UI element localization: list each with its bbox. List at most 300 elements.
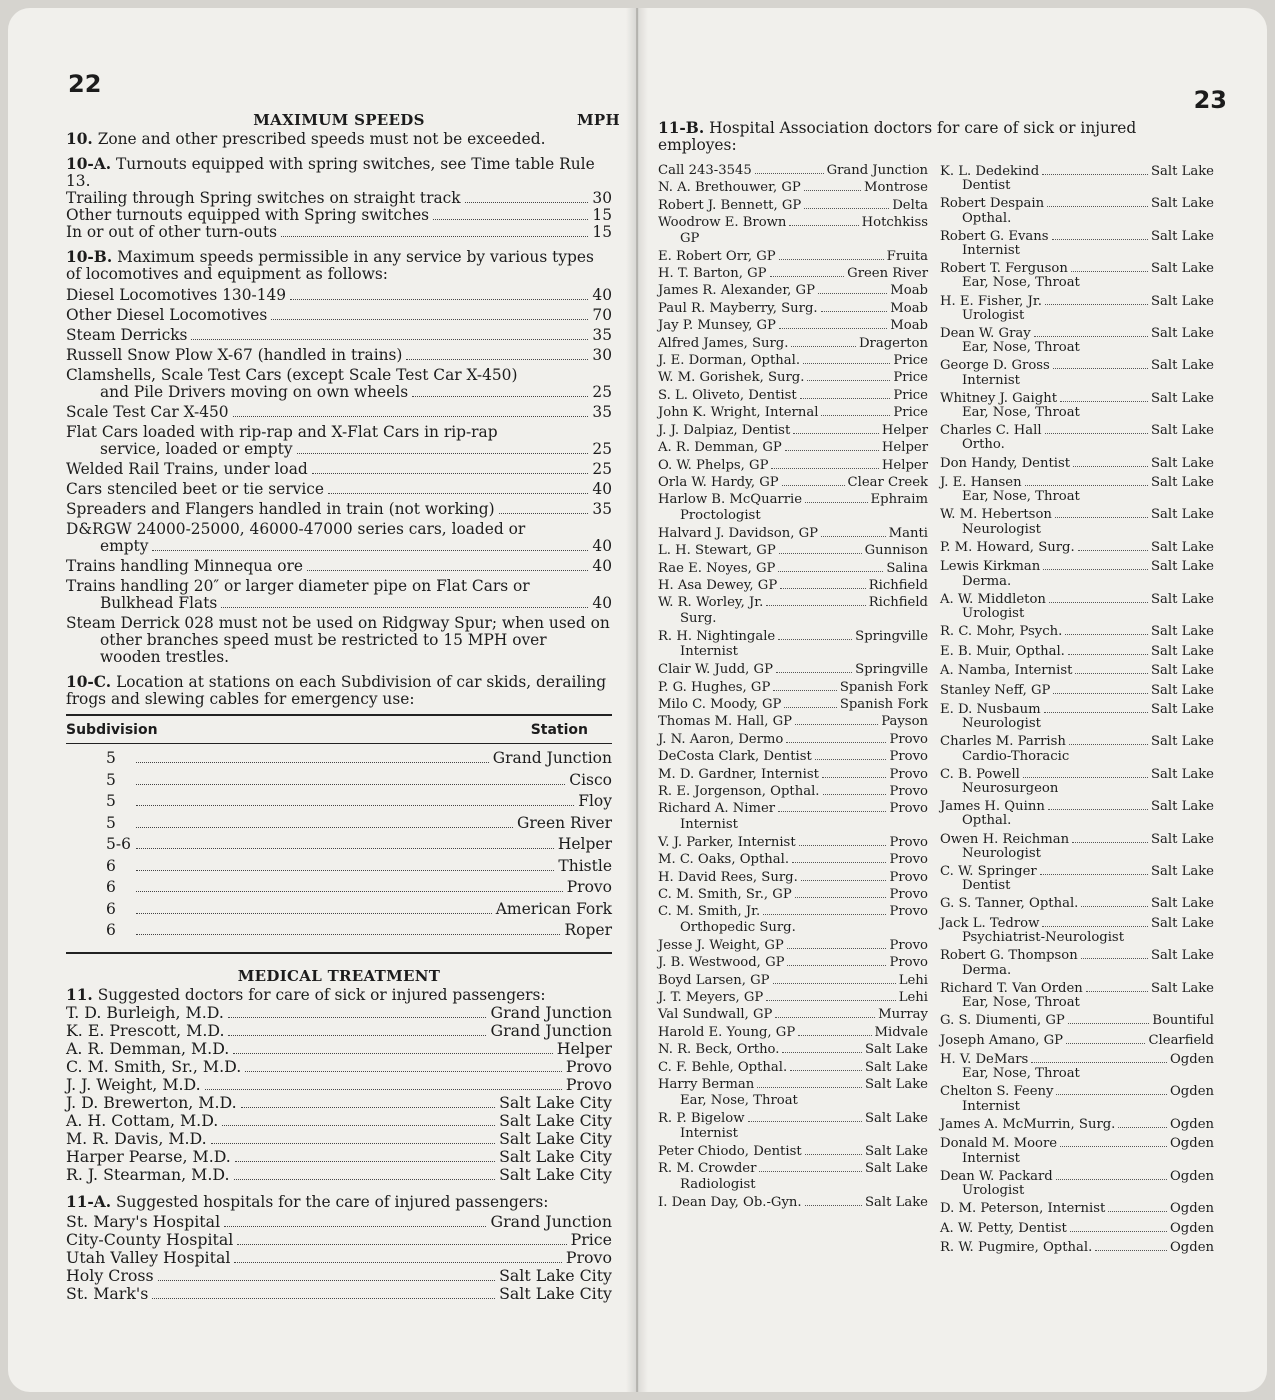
doctor-specialty: Opthal. xyxy=(962,813,1012,829)
doctor-specialty: Urologist xyxy=(962,605,1025,621)
station-cell: Cisco xyxy=(569,770,612,789)
dot-leader xyxy=(1070,1231,1167,1232)
doctor-entry-label: R. J. Stearman, M.D. xyxy=(66,1164,230,1184)
subdivision-cell: 5 xyxy=(106,770,116,789)
station-cell: Roper xyxy=(564,921,612,939)
doctor-name: E. Robert Orr, GP xyxy=(658,248,776,264)
hospital-entry xyxy=(66,1267,612,1285)
employee-doctor-entry xyxy=(658,713,928,730)
employee-doctor-entry xyxy=(658,731,928,748)
doctor-entry-value: Helper xyxy=(556,1038,612,1058)
doctor-location: Ogden xyxy=(1170,1220,1214,1236)
employee-doctor-entry xyxy=(940,896,1214,914)
doctor-entry xyxy=(66,1004,612,1022)
doctor-location: Montrose xyxy=(863,180,928,196)
doctor-line xyxy=(658,197,928,214)
doctor-name: G. S. Diumenti, GP xyxy=(940,1013,1065,1029)
employee-doctor-entry xyxy=(940,540,1214,558)
employee-doctor-entry xyxy=(658,954,928,971)
doctor-location: Helper xyxy=(881,457,928,473)
doctor-line xyxy=(658,300,928,317)
doctor-line xyxy=(940,767,1214,782)
speed-item-line-value: 35 xyxy=(592,500,612,518)
dot-leader xyxy=(1108,1211,1167,1212)
doctor-specialty: Ear, Nose, Throat xyxy=(962,994,1080,1010)
doctor-name: Whitney J. Gaight xyxy=(940,390,1057,406)
employee-doctor-entry xyxy=(658,851,928,868)
doctor-name: H. David Rees, Surg. xyxy=(658,869,798,885)
employee-doctor-entry xyxy=(658,317,928,334)
hospital-entry xyxy=(66,1231,612,1249)
dot-leader xyxy=(1045,304,1148,305)
doctor-line xyxy=(658,1076,928,1093)
doctor-entry-label: M. R. Davis, M.D. xyxy=(66,1128,207,1148)
doctor-location: Ogden xyxy=(1170,1084,1214,1100)
speed-item xyxy=(66,404,612,421)
employee-doctor-grid xyxy=(658,162,1218,1258)
speed-item-value: 40 xyxy=(592,537,612,555)
table-row xyxy=(106,750,612,772)
dot-leader xyxy=(271,319,588,320)
doctor-specialty: GP xyxy=(680,230,700,246)
doctor-location: Salt Lake xyxy=(1150,196,1214,212)
speed-item-cont: Bulkhead Flats xyxy=(100,594,218,612)
doctor-location: Manti xyxy=(888,525,928,541)
doctor-line xyxy=(940,559,1214,574)
employee-doctor-entry xyxy=(658,525,928,542)
employee-doctor-entry xyxy=(658,903,928,933)
employee-doctor-entry xyxy=(658,834,928,851)
doctor-location: Salt Lake xyxy=(1150,702,1214,718)
speed-item-label: Clamshells, Scale Test Cars (except Scale Test Car X-450) xyxy=(66,366,518,384)
dot-leader xyxy=(766,605,865,606)
hospital-entry-value: Price xyxy=(570,1229,612,1249)
doctor-line xyxy=(940,358,1214,373)
doctor-column-1 xyxy=(658,162,928,1258)
doctor-location: Payson xyxy=(881,714,928,730)
employee-doctor-entry xyxy=(940,644,1214,662)
doctor-location: Salt Lake xyxy=(1150,507,1214,523)
employee-doctor-entry xyxy=(940,1201,1214,1219)
hospital-entry-label: Utah Valley Hospital xyxy=(66,1247,231,1267)
doctor-name: A. R. Demman, GP xyxy=(658,440,782,456)
doctor-entry-label: T. D. Burleigh, M.D. xyxy=(66,1002,224,1022)
employee-doctor-entry xyxy=(658,1041,928,1058)
dot-leader xyxy=(778,811,886,812)
doctor-line xyxy=(940,734,1214,749)
employee-doctor-entry xyxy=(658,162,928,179)
dot-leader xyxy=(801,880,887,881)
employee-doctor-entry xyxy=(658,1110,928,1140)
dot-leader xyxy=(805,1154,862,1155)
doctor-location: Price xyxy=(893,405,928,421)
doctor-name: Don Handy, Dentist xyxy=(940,455,1071,471)
doctor-entry-value: Salt Lake City xyxy=(499,1110,612,1130)
doctor-line xyxy=(658,422,928,439)
doctor-name: A. W. Petty, Dentist xyxy=(940,1220,1067,1236)
doctor-location: Spanish Fork xyxy=(839,696,928,712)
speed-item-line xyxy=(66,595,612,612)
spring-item-label: Trailing through Spring switches on straight track xyxy=(66,189,461,207)
employee-doctor-entry xyxy=(940,229,1214,259)
dot-leader xyxy=(770,276,845,277)
dot-leader xyxy=(136,784,565,785)
doctor-name: J. J. Dalpiaz, Dentist xyxy=(658,422,791,438)
doctor-line xyxy=(658,679,928,696)
speed-item-line-value: 40 xyxy=(592,557,612,575)
doctor-entry-value: Salt Lake City xyxy=(499,1092,612,1112)
doctor-line xyxy=(940,507,1214,522)
doctor-line xyxy=(940,624,1214,639)
dot-leader xyxy=(1086,991,1148,992)
doctor-name: Charles M. Parrish xyxy=(940,734,1066,750)
doctor-specialty: Cardio-Thoracic xyxy=(962,748,1070,764)
doctor-location: Ogden xyxy=(1170,1052,1214,1068)
hospital-entry xyxy=(66,1285,612,1303)
doctor-line xyxy=(658,1110,928,1127)
hospital-entry-value: Grand Junction xyxy=(490,1211,612,1231)
employee-doctor-entry xyxy=(658,628,928,658)
page-number-left: 22 xyxy=(68,70,102,98)
doctor-line xyxy=(940,229,1214,244)
spring-switch-list xyxy=(66,190,612,241)
doctor-name: R. C. Mohr, Psych. xyxy=(940,624,1063,640)
doctor-name: Charles C. Hall xyxy=(940,423,1042,439)
doctor-name: P. G. Hughes, GP xyxy=(658,679,771,695)
employee-doctor-entry xyxy=(940,916,1214,946)
speed-item-line xyxy=(66,558,612,575)
left-page xyxy=(8,8,636,1392)
doctor-location: Salt Lake xyxy=(1150,591,1214,607)
spring-item-label: In or out of other turn-outs xyxy=(66,223,278,241)
dot-leader xyxy=(433,219,588,220)
table-row xyxy=(106,858,612,880)
doctor-location: Salt Lake xyxy=(864,1194,928,1210)
speed-item xyxy=(66,558,612,575)
doctor-name: L. H. Stewart, GP xyxy=(658,543,776,559)
doctor-line xyxy=(940,981,1214,996)
doctor-name: Clair W. Judd, GP xyxy=(658,662,773,678)
doctor-name: J. N. Aaron, Dermo xyxy=(658,731,784,747)
doctor-location: Bountiful xyxy=(1152,1013,1214,1029)
doctor-name: J. E. Hansen xyxy=(940,475,1022,491)
dot-leader xyxy=(784,707,836,708)
doctor-line xyxy=(940,475,1214,490)
dot-leader xyxy=(791,346,856,347)
employee-doctor-entry xyxy=(658,335,928,352)
dot-leader xyxy=(822,777,887,778)
doctor-location: Provo xyxy=(889,852,928,868)
dot-leader xyxy=(798,1035,871,1036)
doctor-location: Price xyxy=(893,387,928,403)
doctor-name: James R. Alexander, GP xyxy=(658,283,815,299)
doctor-name: H. V. DeMars xyxy=(940,1052,1029,1068)
doctor-name: J. E. Dorman, Opthal. xyxy=(658,353,801,369)
dot-leader xyxy=(406,359,588,360)
hospital-entry xyxy=(66,1249,612,1267)
employee-doctor-entry xyxy=(658,679,928,696)
dot-leader xyxy=(778,571,883,572)
doctor-name: S. L. Oliveto, Dentist xyxy=(658,387,797,403)
doctor-line xyxy=(658,713,928,730)
subdivision-cell: 6 xyxy=(106,899,116,918)
doctor-location: Salt Lake xyxy=(1150,948,1214,964)
doctor-location: Grand Junction xyxy=(826,163,928,178)
doctor-name: Dean W. Gray xyxy=(940,325,1031,341)
speed-item-line xyxy=(66,501,612,518)
employee-doctor-entry xyxy=(940,1052,1214,1082)
doctor-specialty: Dentist xyxy=(962,178,1011,194)
doctor-line xyxy=(940,294,1214,309)
speed-item-line-value: 40 xyxy=(592,286,612,304)
doctor-location: Springville xyxy=(855,662,928,678)
employee-doctor-entry xyxy=(658,766,928,783)
employee-doctor-entry xyxy=(658,214,928,244)
doctor-name: H. E. Fisher, Jr. xyxy=(940,293,1042,309)
employee-doctor-entry xyxy=(940,294,1214,324)
doctor-location: Lehi xyxy=(898,972,928,988)
speed-item xyxy=(66,424,612,458)
dot-leader xyxy=(1047,206,1148,207)
hospital-entry-label: Holy Cross xyxy=(66,1265,154,1285)
doctor-name: H. T. Barton, GP xyxy=(658,266,767,282)
doctor-line xyxy=(658,661,928,678)
dot-leader xyxy=(805,1205,862,1206)
speed-item xyxy=(66,307,612,324)
doctor-line xyxy=(658,179,928,196)
doctor-line xyxy=(658,834,928,851)
doctor-location: Richfield xyxy=(868,577,928,593)
speed-item-line-label: Welded Rail Trains, under load xyxy=(66,460,308,478)
employee-doctor-entry xyxy=(940,196,1214,226)
doctor-location: Salt Lake xyxy=(1150,643,1214,659)
doctor-name: Dean W. Packard xyxy=(940,1168,1053,1184)
doctor-name: A. Namba, Internist xyxy=(940,663,1073,679)
dot-leader xyxy=(1049,602,1148,603)
dot-leader xyxy=(1056,1179,1167,1180)
doctor-entry-value: Salt Lake City xyxy=(499,1146,612,1166)
dot-leader xyxy=(1066,1043,1145,1044)
doctor-name: Boyd Larsen, GP xyxy=(658,972,770,988)
doctor-line xyxy=(658,954,928,971)
dot-leader xyxy=(786,742,886,743)
book-gutter xyxy=(626,8,648,1392)
doctor-line xyxy=(940,326,1214,341)
doctor-location: Provo xyxy=(889,749,928,765)
doctor-location: Salt Lake xyxy=(1150,358,1214,374)
doctor-name: M. C. Oaks, Opthal. xyxy=(658,852,790,868)
doctor-entry-value: Provo xyxy=(565,1074,612,1094)
doctor-name: R. M. Crowder xyxy=(658,1161,757,1177)
doctor-line xyxy=(658,628,928,645)
employee-doctor-entry xyxy=(940,1033,1214,1051)
doctor-name: Val Sundwall, GP xyxy=(658,1007,773,1023)
doctor-location: Salt Lake xyxy=(1150,682,1214,698)
employee-doctor-entry xyxy=(658,248,928,265)
doctor-specialty: Orthopedic Surg. xyxy=(680,919,796,935)
dot-leader xyxy=(1042,926,1148,927)
station-cell: Floy xyxy=(578,792,612,810)
employee-doctor-entry xyxy=(940,1136,1214,1166)
rule-10b: 10-B. Maximum speeds permissible in any service by various types of locomotives and equipment as follows: xyxy=(66,248,594,283)
speed-item-line xyxy=(66,307,612,324)
doctor-line xyxy=(658,800,928,817)
doctor-line xyxy=(658,282,928,299)
doctor-column-2 xyxy=(940,162,1214,1258)
speed-list xyxy=(66,287,612,612)
doctor-location: Salt Lake xyxy=(1150,325,1214,341)
doctor-line xyxy=(658,886,928,903)
doctor-specialty: Ear, Nose, Throat xyxy=(680,1092,798,1108)
speed-item-label: D&RGW 24000-25000, 46000-47000 series cars, loaded or xyxy=(66,520,526,538)
speed-item xyxy=(66,461,612,478)
employee-doctor-entry xyxy=(658,594,928,624)
dot-leader xyxy=(191,339,588,340)
employee-doctor-entry xyxy=(940,1169,1214,1199)
dot-leader xyxy=(158,1280,495,1281)
doctor-location: Ephraim xyxy=(870,492,928,508)
dot-leader xyxy=(312,473,589,474)
subdivision-cell: 5-6 xyxy=(106,835,131,853)
doctor-name: Stanley Neff, GP xyxy=(940,682,1051,698)
employee-doctor-entry xyxy=(940,456,1214,474)
employee-doctor-entry xyxy=(658,1160,928,1190)
doctor-line xyxy=(940,1117,1214,1132)
dot-leader xyxy=(1071,271,1148,272)
doctor-location: Provo xyxy=(889,784,928,799)
doctor-name: Robert Despain xyxy=(940,196,1045,212)
dot-leader xyxy=(136,805,574,806)
speed-item-cont: service, loaded or empty xyxy=(100,440,293,458)
hospital-entry-value: Provo xyxy=(565,1247,612,1267)
skids-table-rows xyxy=(66,744,612,952)
doctor-location: Salt Lake xyxy=(1150,831,1214,847)
doctor-line xyxy=(658,989,928,1006)
doctor-line xyxy=(658,577,928,594)
doctor-entry-label: A. R. Demman, M.D. xyxy=(66,1038,230,1058)
dot-leader xyxy=(748,1121,862,1122)
doctor-specialty: Internist xyxy=(962,242,1020,258)
doctor-line xyxy=(940,1033,1214,1048)
dot-leader xyxy=(412,396,588,397)
doctor-location: Salt Lake xyxy=(1150,423,1214,439)
doctor-location: Ogden xyxy=(1170,1168,1214,1184)
employee-doctor-entry xyxy=(658,696,928,713)
dot-leader xyxy=(237,1244,566,1245)
employee-doctor-entry xyxy=(940,624,1214,642)
doctor-specialty: Surg. xyxy=(680,610,717,626)
doctor-specialty: Internist xyxy=(680,816,738,832)
doctor-location: Salt Lake xyxy=(1150,559,1214,575)
speed-item xyxy=(66,481,612,498)
doctor-line xyxy=(658,851,928,868)
doctor-specialty: Neurologist xyxy=(962,716,1041,732)
doctor-entry-label: A. H. Cottam, M.D. xyxy=(66,1110,219,1130)
speed-item-line-label: Diesel Locomotives 130-149 xyxy=(66,286,287,304)
doctor-location: Salt Lake xyxy=(1150,624,1214,640)
doctor-line xyxy=(658,369,928,386)
dot-leader xyxy=(804,208,889,209)
doctor-location: Salt Lake xyxy=(864,1143,928,1159)
employee-doctor-entry xyxy=(940,326,1214,356)
doctor-specialty: Psychiatrist-Neurologist xyxy=(962,930,1125,946)
doctor-name: Rae E. Noyes, GP xyxy=(658,560,776,576)
max-speeds-title: MAXIMUM SPEEDS MPH xyxy=(253,111,620,129)
dot-leader xyxy=(782,1052,862,1053)
doctor-line xyxy=(658,1160,928,1177)
doctor-name: H. Asa Dewey, GP xyxy=(658,577,778,593)
doctor-location: Provo xyxy=(889,937,928,953)
doctor-line xyxy=(658,491,928,508)
doctor-entry-label: C. M. Smith, Sr., M.D. xyxy=(66,1056,242,1076)
doctor-name: W. R. Worley, Jr. xyxy=(658,595,764,611)
doctor-name: R. E. Jorgenson, Opthal. xyxy=(658,784,820,799)
employee-doctor-entry xyxy=(940,1013,1214,1031)
speed-item-line-label: Spreaders and Flangers handled in train (not working) xyxy=(66,500,495,518)
doctor-location: Price xyxy=(893,370,928,386)
employee-doctor-entry xyxy=(940,1117,1214,1135)
dot-leader xyxy=(790,1070,862,1071)
doctor-entry-label: Harper Pearse, M.D. xyxy=(66,1146,231,1166)
employee-doctor-entry xyxy=(940,1084,1214,1114)
doctor-location: Salt Lake xyxy=(1150,164,1214,179)
spring-item xyxy=(66,207,612,224)
dot-leader xyxy=(1072,842,1148,843)
doctor-name: P. M. Howard, Surg. xyxy=(940,539,1075,555)
rule-11b: 11-B. Hospital Association doctors for care of sick or injured employes: xyxy=(658,119,1137,154)
dot-leader xyxy=(780,588,866,589)
doctor-line xyxy=(940,948,1214,963)
doctor-location: Moab xyxy=(890,318,928,334)
dot-leader xyxy=(775,1017,875,1018)
doctor-line xyxy=(658,766,928,783)
doctor-entry xyxy=(66,1022,612,1040)
dot-leader xyxy=(787,965,886,966)
doctor-line xyxy=(940,1084,1214,1099)
doctor-line xyxy=(658,457,928,474)
doctor-location: Helper xyxy=(881,440,928,456)
spring-item-value: 15 xyxy=(592,206,612,224)
dot-leader xyxy=(807,380,890,381)
dot-leader xyxy=(821,536,886,537)
employee-doctor-entry xyxy=(658,869,928,886)
employee-doctor-entry xyxy=(658,197,928,214)
doctor-line xyxy=(658,748,928,765)
employee-doctor-entry xyxy=(940,507,1214,537)
dot-leader xyxy=(1095,1250,1167,1251)
doctor-name: Thomas M. Hall, GP xyxy=(658,714,793,730)
doctor-specialty: Internist xyxy=(680,1125,738,1141)
dot-leader xyxy=(821,415,890,416)
employee-doctor-entry xyxy=(658,560,928,577)
doctor-specialty: Opthal. xyxy=(962,210,1012,226)
doctor-name: James A. McMurrin, Surg. xyxy=(940,1116,1116,1132)
speed-item xyxy=(66,347,612,364)
speed-item-line xyxy=(66,538,612,555)
dot-leader xyxy=(241,1107,495,1108)
dot-leader xyxy=(757,1087,862,1088)
employee-doctor-entry xyxy=(940,164,1214,194)
doctor-line xyxy=(658,1143,928,1160)
doctor-line xyxy=(658,248,928,265)
speed-item-cont: and Pile Drivers moving on own wheels xyxy=(100,383,409,401)
hospital-entry xyxy=(66,1213,612,1231)
doctor-entry-value: Grand Junction xyxy=(490,1020,612,1040)
doctor-line xyxy=(658,594,928,611)
subdivision-cell: 5 xyxy=(106,749,116,767)
dot-leader xyxy=(1042,174,1148,175)
doctor-location: Salt Lake xyxy=(1150,390,1214,406)
